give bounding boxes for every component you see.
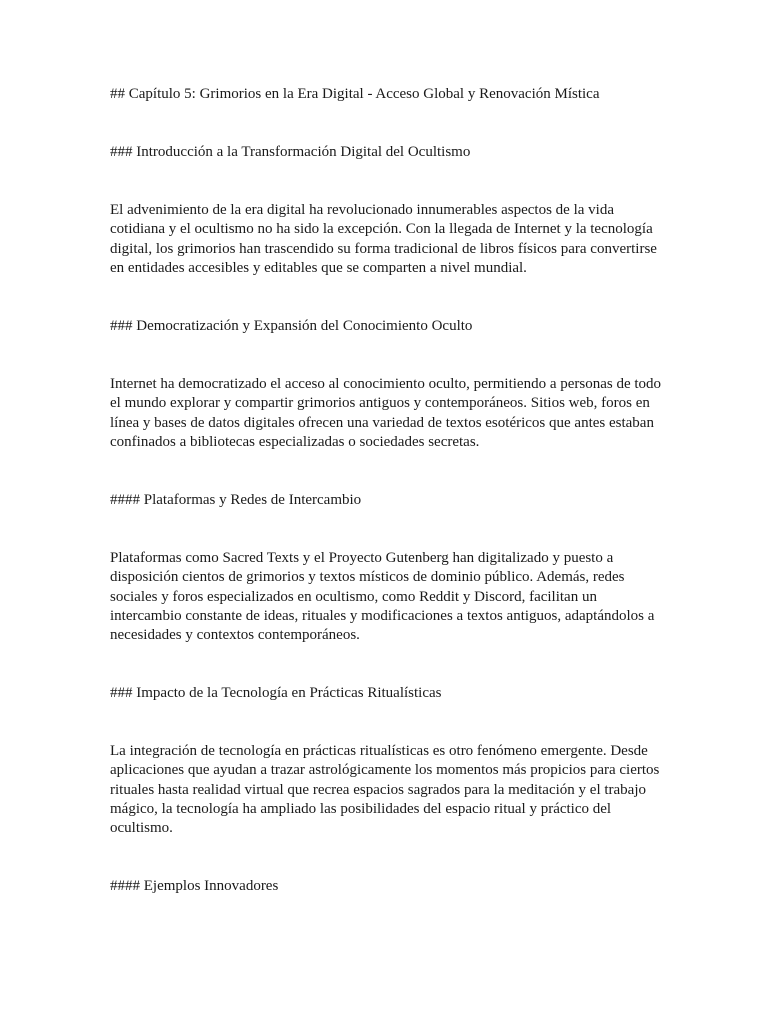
section-heading-democratization: ### Democratización y Expansión del Conocimiento Oculto	[110, 318, 473, 334]
subsection-heading-platforms: #### Plataformas y Redes de Intercambio	[110, 492, 362, 508]
paragraph-platforms: Plataformas como Sacred Texts y el Proyecto Gutenberg han digitalizado y puesto a disposición cientos de grimorios y textos místicos de dominio público. Además, redes sociales y foros especializados en ocultismo, como Reddit y Discord, facilitan un intercambio constante de ideas, rituales y modificaciones a textos antiguos, adaptándolos a necesidades y contextos contemporáneos.	[110, 550, 655, 644]
paragraph-democratization: Internet ha democratizado el acceso al conocimiento oculto, permitiendo a personas de todo el mundo explorar y compartir grimorios antiguos y contemporáneos. Sitios web, foros en línea y bases de datos digitales ofrecen una variedad de textos esotéricos que antes estaban confinados a bibliotecas especializadas o sociedades secretas.	[110, 376, 662, 450]
chapter-heading: ## Capítulo 5: Grimorios en la Era Digital - Acceso Global y Renovación Mística	[110, 86, 600, 102]
section-heading-impact: ### Impacto de la Tecnología en Prácticas Ritualísticas	[110, 685, 442, 701]
subsection-heading-examples: #### Ejemplos Innovadores	[110, 878, 279, 894]
section-heading-introduction: ### Introducción a la Transformación Digital del Ocultismo	[110, 144, 471, 160]
paragraph-introduction: El advenimiento de la era digital ha revolucionado innumerables aspectos de la vida cotidiana y el ocultismo no ha sido la excepción. Con la llegada de Internet y la tecnología digital, los grimorios han trascendido su forma tradicional de libros físicos para convertirse en entidades accesibles y editables que se comparten a nivel mundial.	[110, 202, 657, 276]
paragraph-impact: La integración de tecnología en prácticas ritualísticas es otro fenómeno emergente. Desde aplicaciones que ayudan a trazar astrológicamente los momentos más propicios para ciertos rituales hasta realidad virtual que recrea espacios sagrados para la meditación y el trabajo mágico, la tecnología ha ampliado las posibilidades del espacio ritual y práctico del ocultismo.	[110, 743, 660, 837]
